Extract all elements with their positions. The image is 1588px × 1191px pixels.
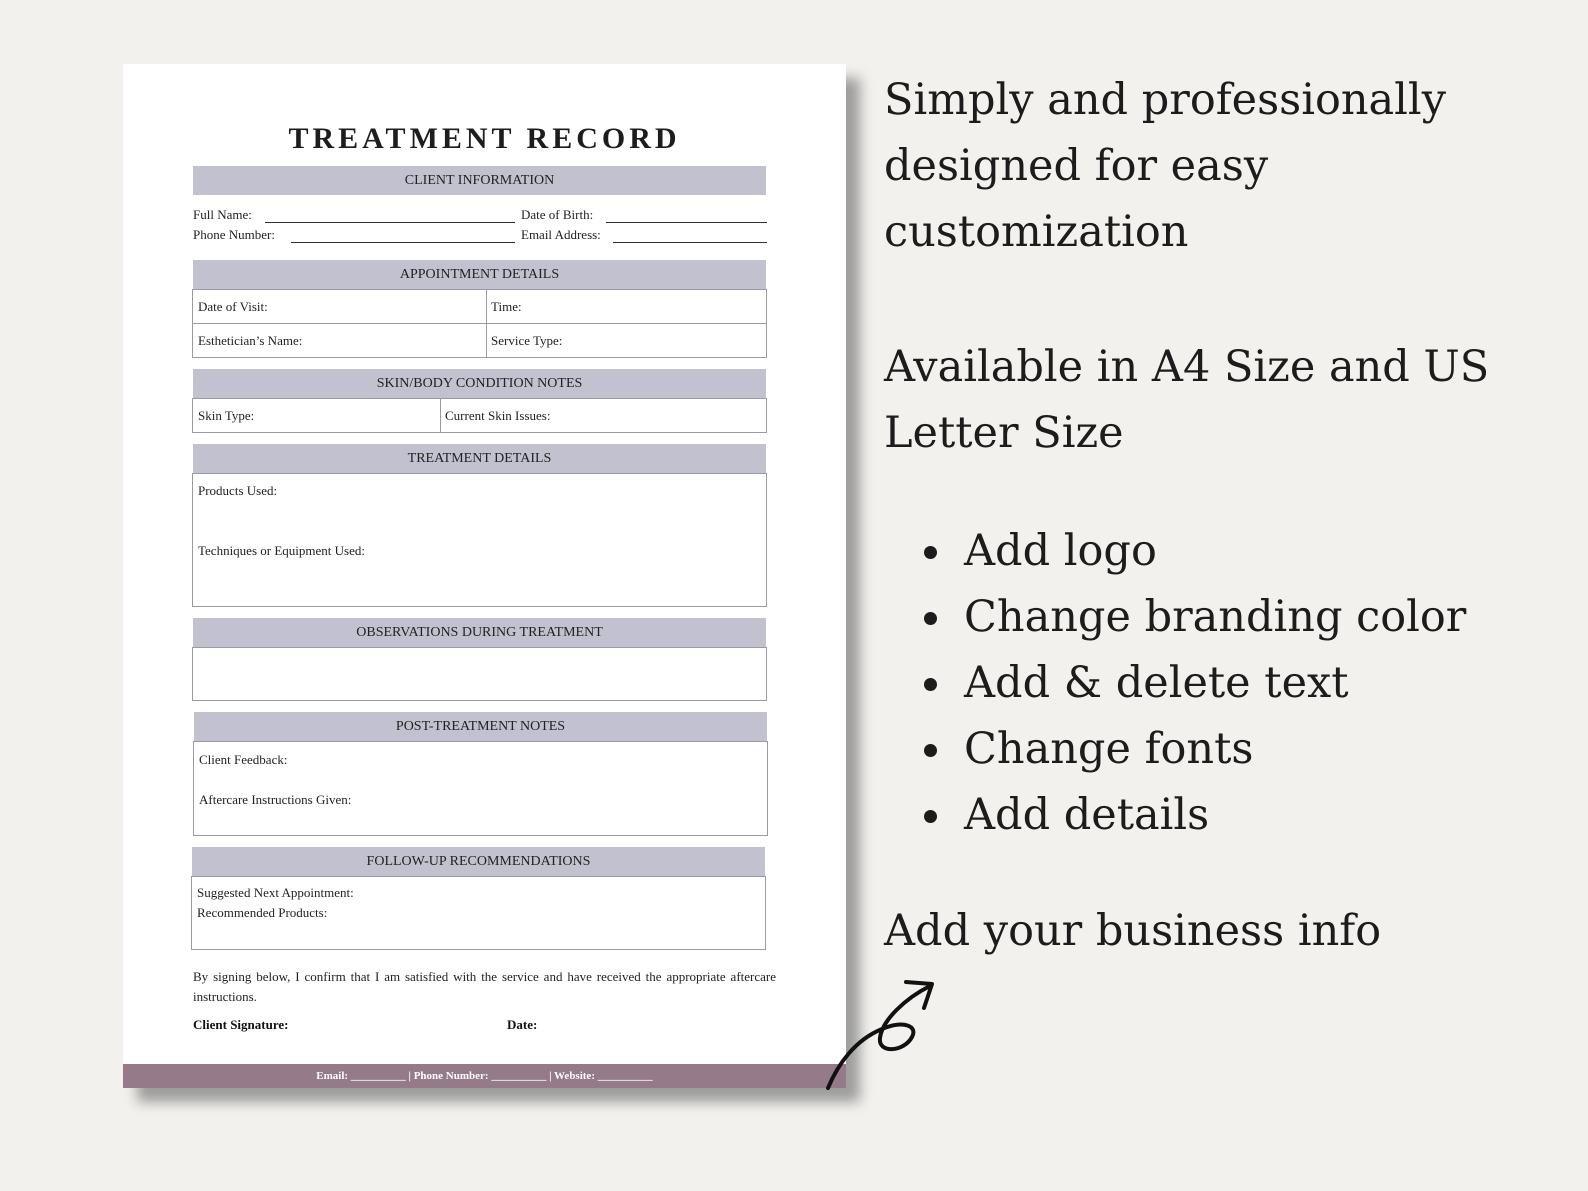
next-appointment-label: Suggested Next Appointment: xyxy=(197,885,354,900)
feature-item: Add details xyxy=(924,782,1466,848)
skin-table xyxy=(192,398,767,433)
products-used-label: Products Used: xyxy=(198,483,278,498)
date-of-birth-label: Date of Birth: xyxy=(521,207,594,222)
client-signature-label: Client Signature: xyxy=(193,1017,289,1032)
curved-arrow-icon xyxy=(820,974,940,1094)
recommended-products-label: Recommended Products: xyxy=(197,905,328,920)
client-feedback-label: Client Feedback: xyxy=(199,752,288,767)
observations-header: OBSERVATIONS DURING TREATMENT xyxy=(193,618,766,647)
techniques-label: Techniques or Equipment Used: xyxy=(198,543,365,558)
footer-contact-bar: Email: __________ | Phone Number: __________ | Website: __________ xyxy=(123,1064,846,1088)
feature-item: Change fonts xyxy=(924,716,1466,782)
observations-box[interactable] xyxy=(192,647,767,701)
consent-text: By signing below, I confirm that I am satisfied with the service and have received the appropriate aftercare instructions. xyxy=(193,969,776,1004)
appointment-table xyxy=(192,289,767,358)
headline-line-1: Simply and professionally xyxy=(884,75,1446,125)
phone-number-label: Phone Number: xyxy=(193,227,275,242)
aftercare-label: Aftercare Instructions Given: xyxy=(199,792,352,807)
post-treatment-box xyxy=(193,741,768,836)
bullet-icon xyxy=(924,744,937,757)
sizes-line-2: Letter Size xyxy=(884,408,1124,458)
bullet-icon xyxy=(924,810,937,823)
full-name-label: Full Name: xyxy=(193,207,252,222)
document-title: TREATMENT RECORD xyxy=(288,122,681,155)
feature-list xyxy=(924,518,1466,848)
sizes-line-1: Available in A4 Size and US xyxy=(884,342,1490,392)
feature-item: Change branding color xyxy=(924,584,1466,650)
date-of-birth-line[interactable] xyxy=(606,222,767,223)
treatment-header: TREATMENT DETAILS xyxy=(193,444,766,473)
headline-line-3: customization xyxy=(884,207,1189,257)
full-name-line[interactable] xyxy=(265,222,515,223)
treatment-record-sheet xyxy=(123,64,846,1088)
skin-type-label: Skin Type: xyxy=(198,408,255,423)
follow-up-header: FOLLOW-UP RECOMMENDATIONS xyxy=(192,847,765,876)
skin-header: SKIN/BODY CONDITION NOTES xyxy=(193,369,766,398)
date-of-visit-label: Date of Visit: xyxy=(198,299,268,314)
bullet-icon xyxy=(924,678,937,691)
appointment-header: APPOINTMENT DETAILS xyxy=(193,260,766,289)
phone-number-line[interactable] xyxy=(291,242,515,243)
email-address-line[interactable] xyxy=(613,242,767,243)
bullet-icon xyxy=(924,546,937,559)
post-treatment-header: POST-TREATMENT NOTES xyxy=(194,712,767,741)
treatment-box xyxy=(192,473,767,607)
feature-item: Add & delete text xyxy=(924,650,1466,716)
headline-line-2: designed for easy xyxy=(884,141,1269,191)
follow-up-box xyxy=(191,876,766,950)
time-label: Time: xyxy=(491,299,522,314)
bullet-icon xyxy=(924,612,937,625)
current-skin-issues-label: Current Skin Issues: xyxy=(445,408,551,423)
signature-date-label: Date: xyxy=(507,1017,538,1032)
sizes-text xyxy=(884,334,1489,466)
esthetician-name-label: Esthetician’s Name: xyxy=(198,333,303,348)
email-address-label: Email Address: xyxy=(521,227,601,242)
service-type-label: Service Type: xyxy=(491,333,563,348)
business-info-text: Add your business info xyxy=(884,906,1382,956)
client-info-header: CLIENT INFORMATION xyxy=(193,166,766,195)
headline-text xyxy=(884,67,1446,265)
feature-item: Add logo xyxy=(924,518,1466,584)
